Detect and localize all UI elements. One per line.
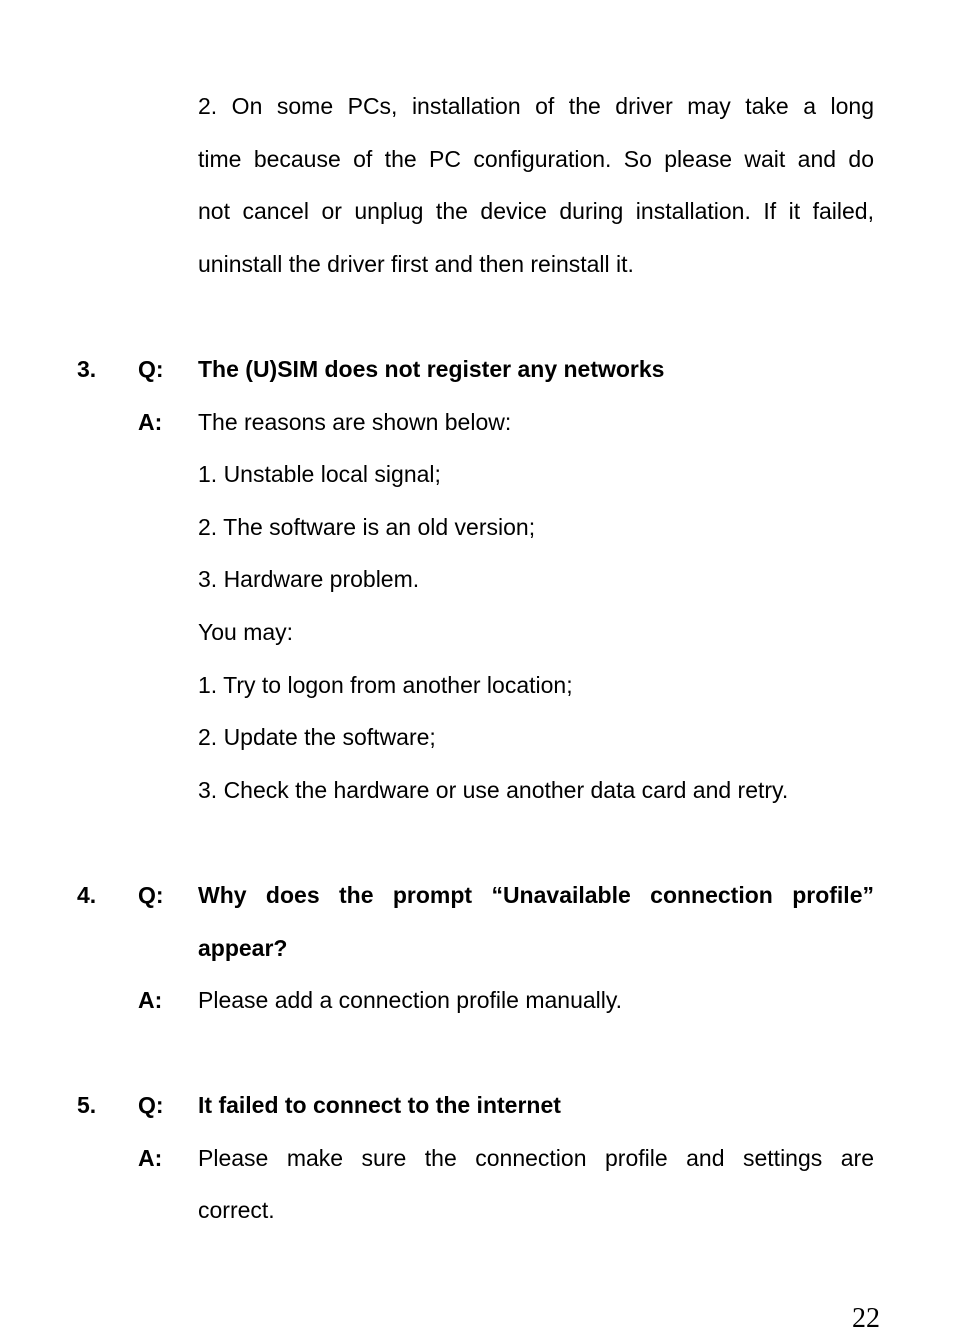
answer-line: The reasons are shown below: [198, 409, 512, 435]
answer-line: 1. Unstable local signal; [198, 461, 441, 487]
question-label: Q: [138, 882, 164, 908]
answer-line: 3. Check the hardware or use another data card and retry. [198, 777, 789, 803]
answer-line: 1. Try to logon from another location; [198, 672, 573, 698]
answer-line: You may: [198, 619, 294, 645]
answer-line: correct. [198, 1197, 275, 1223]
question-text: The (U)SIM does not register any networks [198, 356, 665, 382]
answer-label: A: [138, 987, 163, 1013]
faq-number: 3. [77, 356, 97, 382]
intro-line: uninstall the driver first and then reinstall it. [198, 251, 634, 277]
question-text: It failed to connect to the internet [198, 1092, 561, 1118]
faq-number: 5. [77, 1092, 97, 1118]
faq-number: 4. [77, 882, 97, 908]
answer-line: Please add a connection profile manually. [198, 987, 623, 1013]
intro-line: time because of the PC configuration. So please wait and do [198, 146, 874, 172]
question-text: Why does the prompt “Unavailable connection profile” [198, 882, 874, 908]
page-number: 22 [852, 1303, 880, 1334]
question-label: Q: [138, 1092, 164, 1118]
answer-line: Please make sure the connection profile and settings are [198, 1145, 874, 1171]
answer-line: 2. The software is an old version; [198, 514, 536, 540]
answer-line: 2. Update the software; [198, 724, 436, 750]
question-text: appear? [198, 935, 288, 961]
intro-line: not cancel or unplug the device during installation. If it failed, [198, 198, 874, 224]
question-label: Q: [138, 356, 164, 382]
answer-label: A: [138, 409, 163, 435]
answer-label: A: [138, 1145, 163, 1171]
answer-line: 3. Hardware problem. [198, 566, 420, 592]
intro-line: 2. On some PCs, installation of the driver may take a long [198, 93, 874, 119]
